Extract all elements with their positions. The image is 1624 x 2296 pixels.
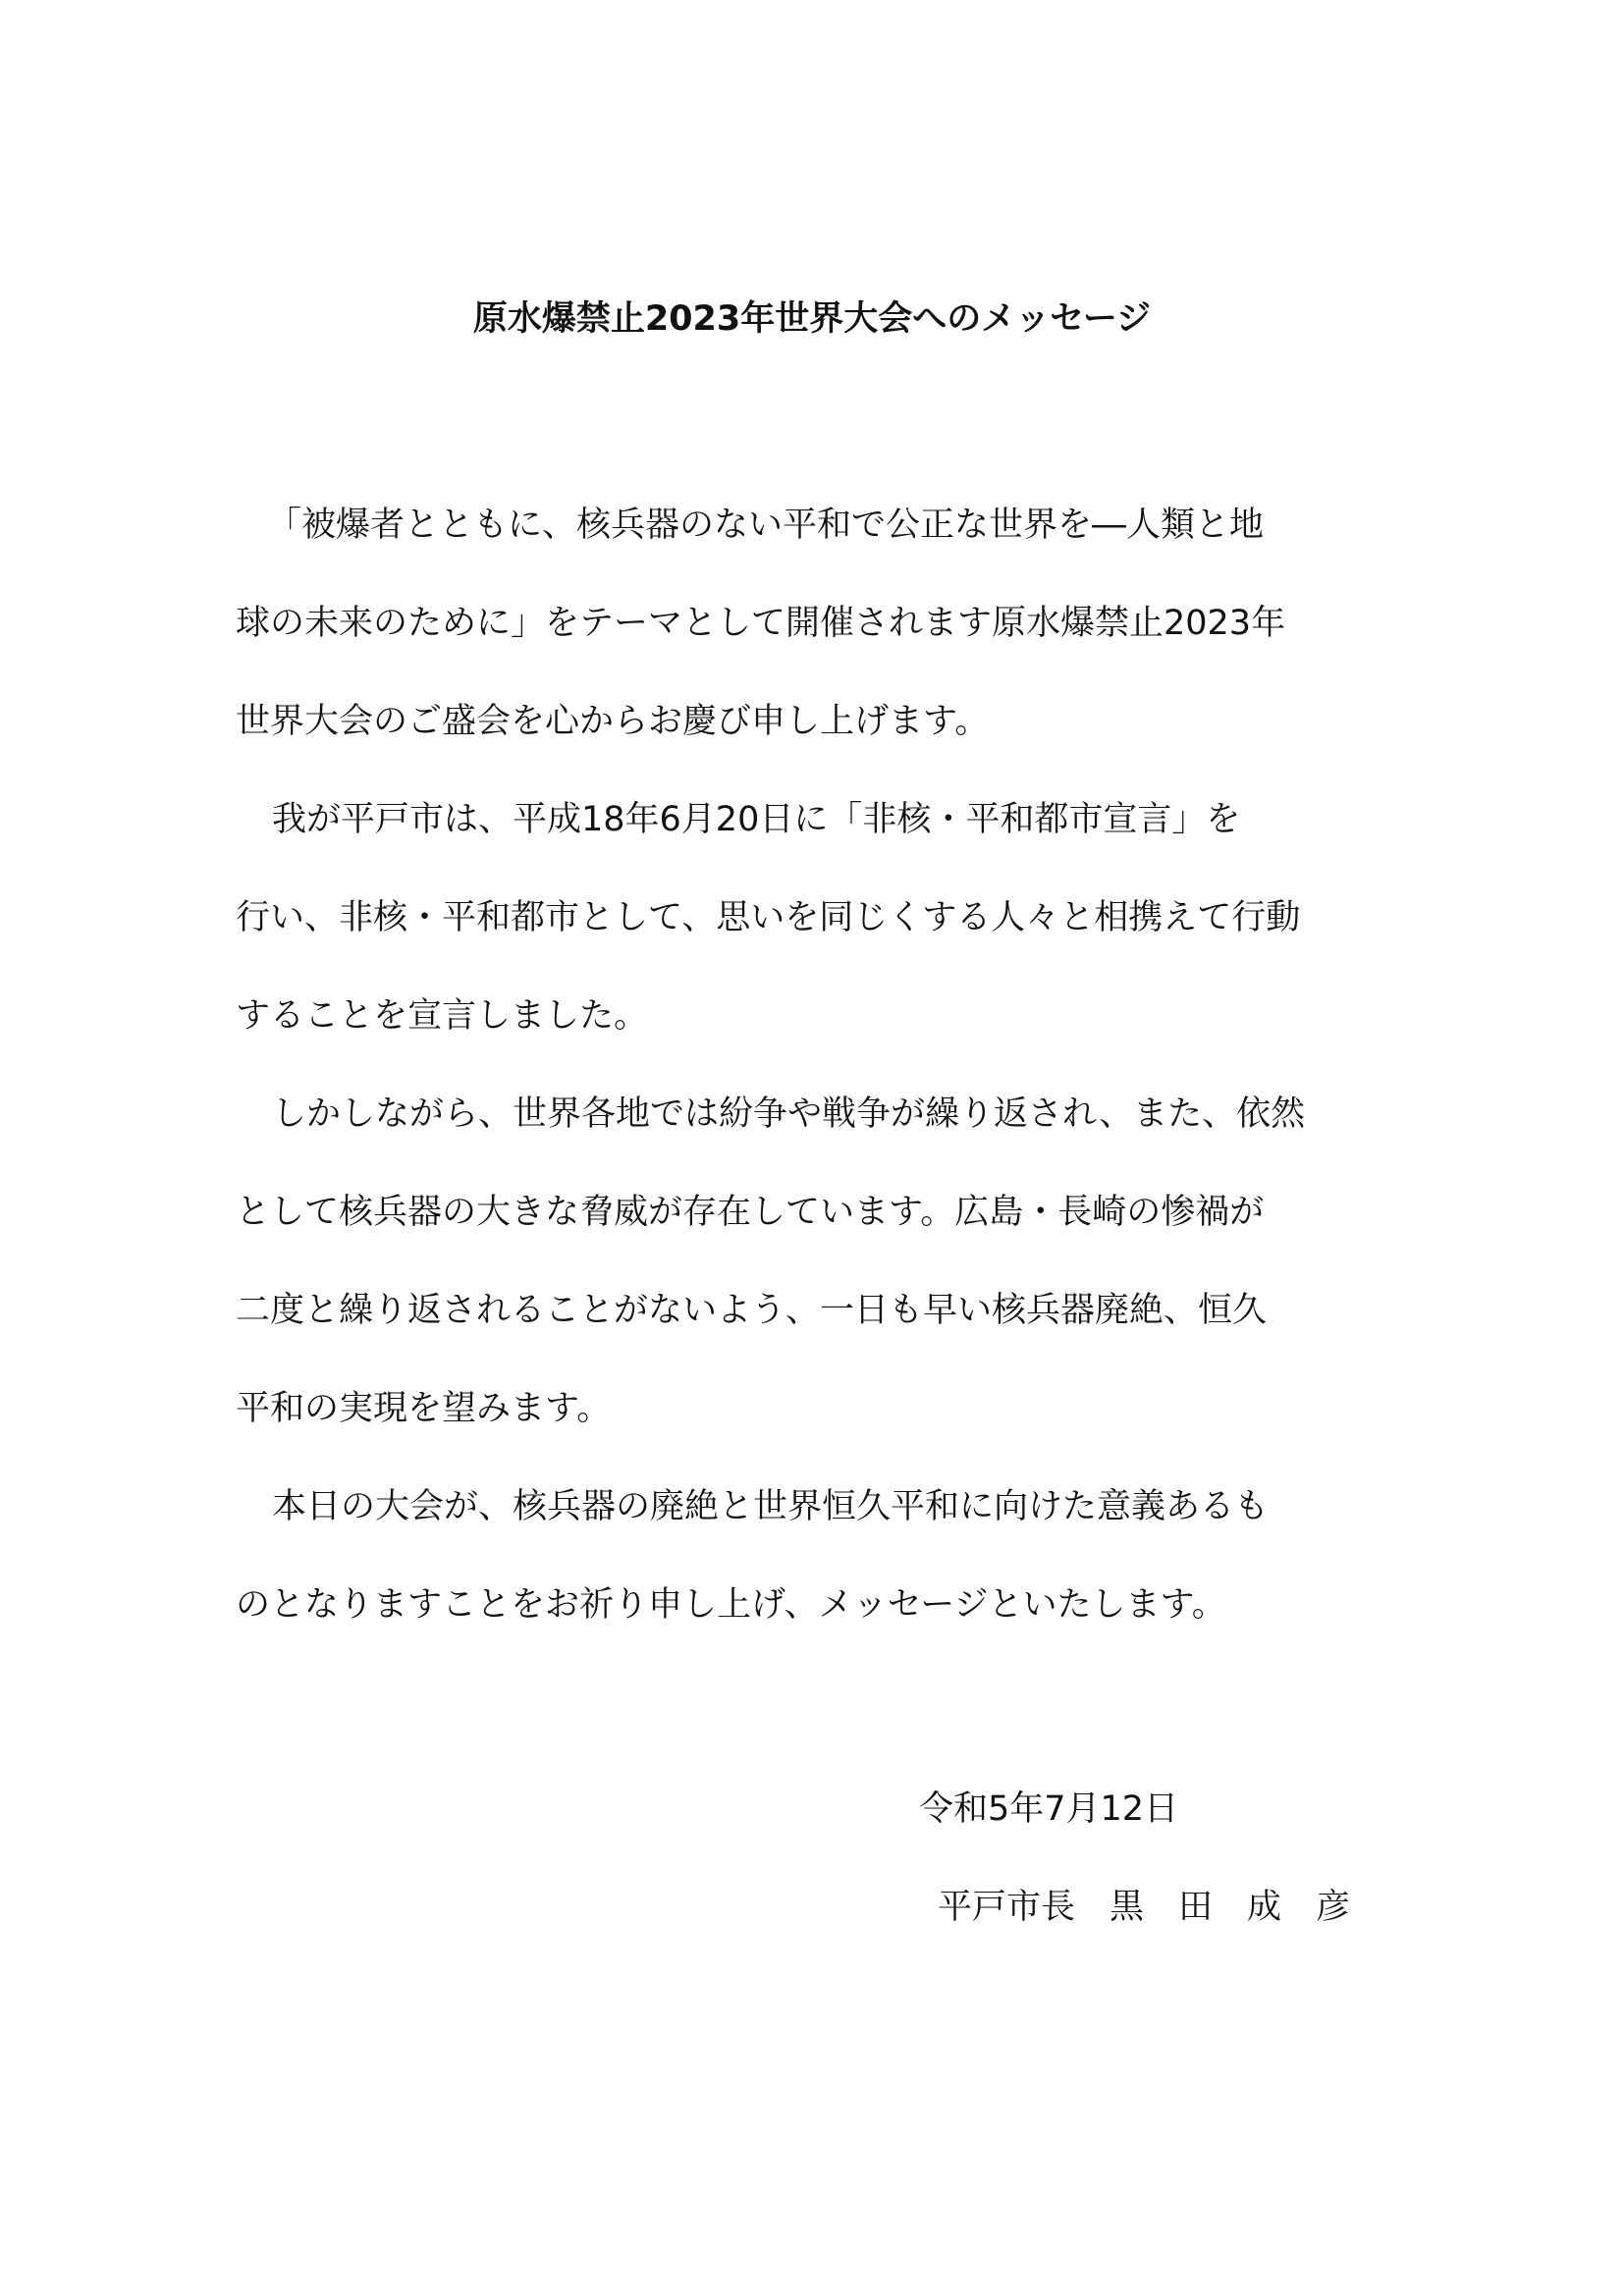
document-title: 原水爆禁止2023年世界大会へのメッセージ bbox=[472, 299, 1152, 339]
body-line: 球の未来のために」をテーマとして開催されます原水爆禁止2023年 bbox=[236, 604, 1286, 643]
body-line: として核兵器の大きな脅威が存在しています。広島・長崎の惨禍が bbox=[236, 1193, 1265, 1232]
body-line: しかしながら、世界各地では紛争や戦争が繰り返され、また、依然 bbox=[272, 1095, 1306, 1134]
signature: 平戸市長 黒 田 成 彦 bbox=[938, 1888, 1351, 1927]
document-date: 令和5年7月12日 bbox=[919, 1789, 1179, 1829]
body-line: 「被爆者とともに、核兵器のない平和で公正な世界を―人類と地 bbox=[267, 506, 1265, 545]
body-line: 行い、非核・平和都市として、思いを同じくする人々と相携えて行動 bbox=[236, 898, 1301, 937]
body-line: 平和の実現を望みます。 bbox=[236, 1389, 612, 1428]
body-line: 我が平戸市は、平成18年6月20日に「非核・平和都市宣言」を bbox=[272, 800, 1241, 839]
body-line: 二度と繰り返されることがないよう、一日も早い核兵器廃絶、恒久 bbox=[236, 1291, 1268, 1330]
body-line: することを宣言しました。 bbox=[236, 996, 649, 1036]
body-line: のとなりますことをお祈り申し上げ、メッセージといたします。 bbox=[236, 1585, 1226, 1625]
body-line: 本日の大会が、核兵器の廃絶と世界恒久平和に向けた意義あるも bbox=[272, 1487, 1270, 1526]
body-line: 世界大会のご盛会を心からお慶び申し上げます。 bbox=[236, 702, 990, 741]
